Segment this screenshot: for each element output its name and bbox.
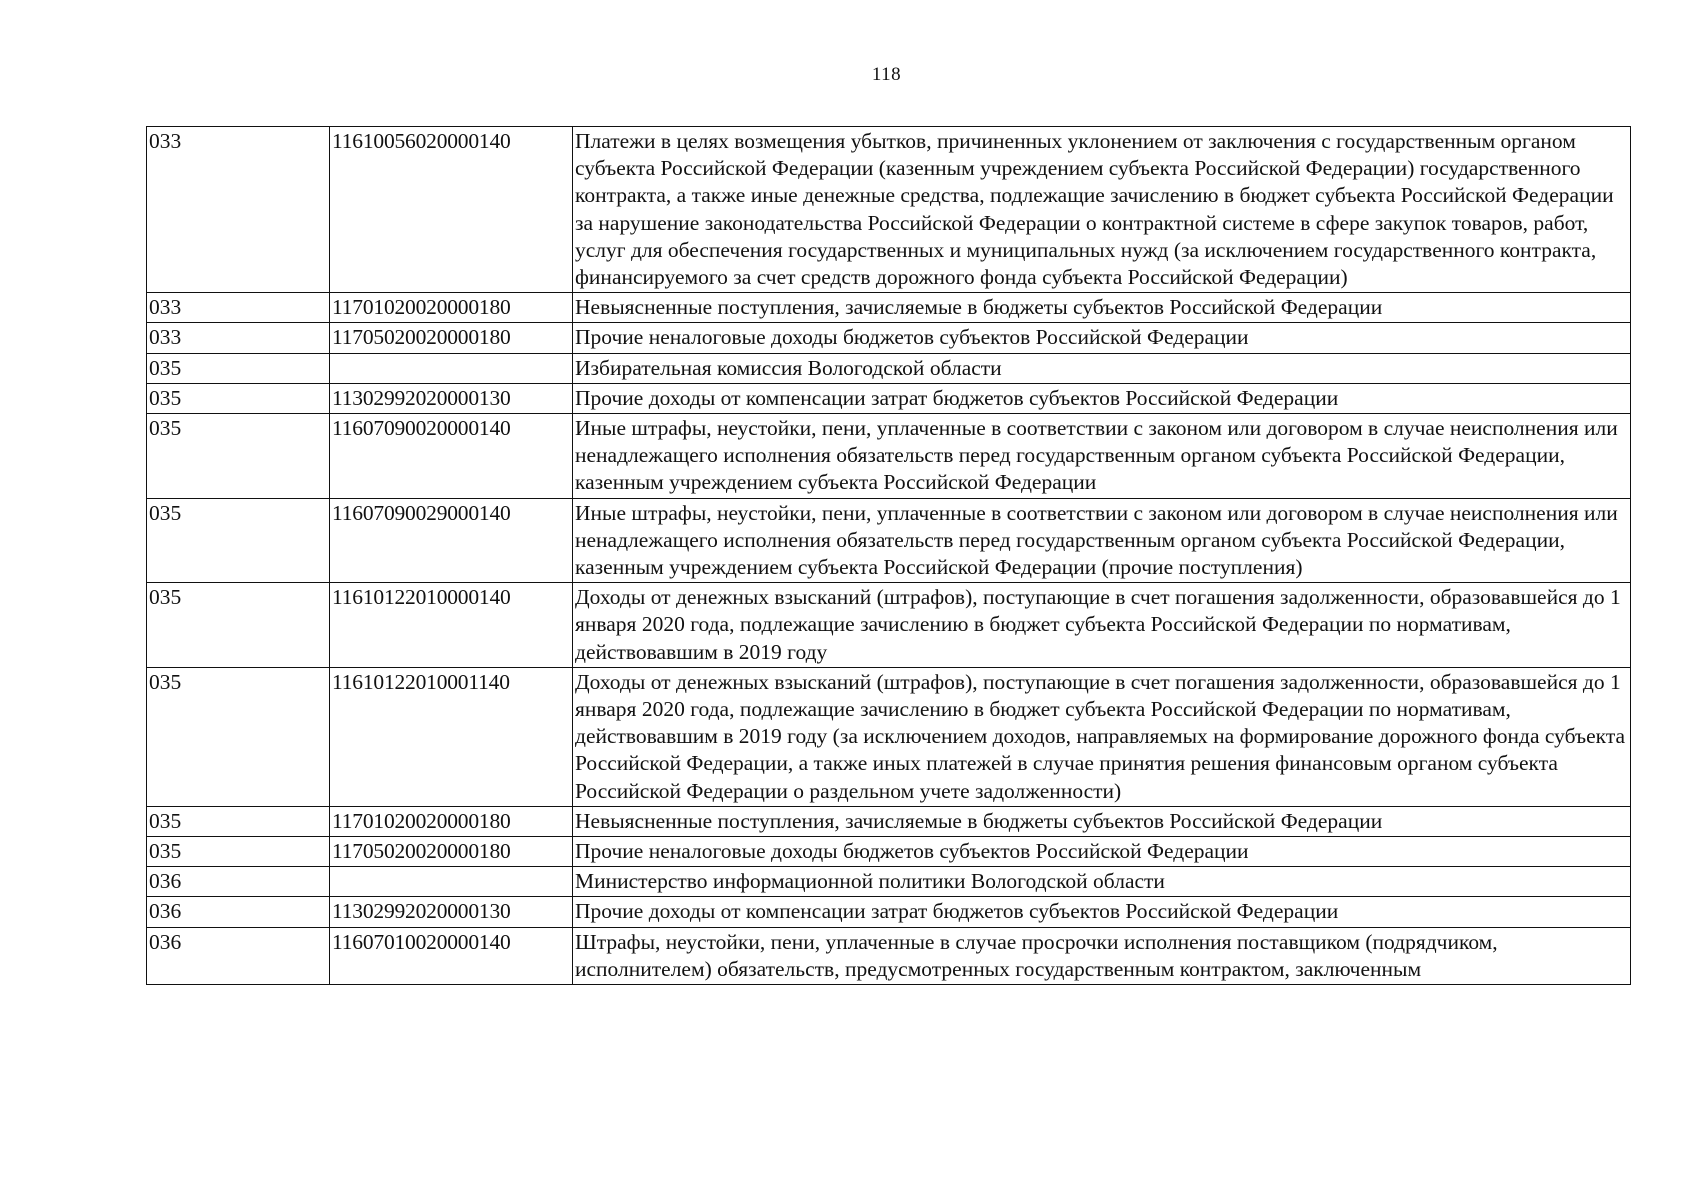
income-description-cell: Невыясненные поступления, зачисляемые в бюджеты субъектов Российской Федерации [573, 293, 1631, 323]
table-row [147, 897, 1631, 927]
administrator-code-cell: 036 [147, 927, 330, 984]
administrator-code-cell: 035 [147, 837, 330, 867]
income-description-cell: Иные штрафы, неустойки, пени, уплаченные в соответствии с законом или договором в случае неисполнения или ненадлежащего исполнения обязательств перед государственным органом субъекта Российской Федерации, казенным учреждением субъекта Российской Федерации (прочие поступления) [573, 498, 1631, 583]
administrator-code-cell: 035 [147, 667, 330, 806]
table-row [147, 127, 1631, 293]
income-description-cell: Прочие неналоговые доходы бюджетов субъектов Российской Федерации [573, 837, 1631, 867]
income-description-cell: Невыясненные поступления, зачисляемые в бюджеты субъектов Российской Федерации [573, 806, 1631, 836]
table-row [147, 293, 1631, 323]
income-description-cell: Иные штрафы, неустойки, пени, уплаченные в соответствии с законом или договором в случае неисполнения или ненадлежащего исполнения обязательств перед государственным органом субъекта Российской Федерации, казенным учреждением субъекта Российской Федерации [573, 414, 1631, 499]
page-number: 118 [871, 64, 902, 85]
administrator-code-cell: 035 [147, 498, 330, 583]
income-code-cell: 11302992020000130 [330, 383, 573, 413]
income-code-cell: 11610122010000140 [330, 583, 573, 668]
income-code-cell: 11607010020000140 [330, 927, 573, 984]
table-row [147, 806, 1631, 836]
budget-classification-table [146, 126, 1631, 985]
table-row [147, 867, 1631, 897]
table-row [147, 414, 1631, 499]
administrator-code-cell: 035 [147, 583, 330, 668]
income-description-cell: Штрафы, неустойки, пени, уплаченные в случае просрочки исполнения поставщиком (подрядчиком, исполнителем) обязательств, предусмотренных государственным контрактом, заключенным [573, 927, 1631, 984]
table-row [147, 383, 1631, 413]
table-row [147, 667, 1631, 806]
table-row [147, 323, 1631, 353]
income-code-cell [330, 867, 573, 897]
table-row [147, 927, 1631, 984]
administrator-code-cell: 036 [147, 897, 330, 927]
income-description-cell: Платежи в целях возмещения убытков, причиненных уклонением от заключения с государственным органом субъекта Российской Федерации (казенным учреждением субъекта Российской Федерации) государственного контракта, а также иные денежные средства, подлежащие зачислению в бюджет субъекта Российской Федерации за нарушение законодательства Российской Федерации о контрактной системе в сфере закупок товаров, работ, услуг для обеспечения государственных и муниципальных нужд (за исключением государственного контракта, финансируемого за счет средств дорожного фонда субъекта Российской Федерации) [573, 127, 1631, 293]
administrator-code-cell: 033 [147, 323, 330, 353]
income-description-cell: Прочие доходы от компенсации затрат бюджетов субъектов Российской Федерации [573, 383, 1631, 413]
administrator-code-cell: 035 [147, 383, 330, 413]
administrator-code-cell: 035 [147, 806, 330, 836]
administrator-code-cell: 035 [147, 414, 330, 499]
table-row [147, 583, 1631, 668]
income-code-cell: 11302992020000130 [330, 897, 573, 927]
table-row [147, 837, 1631, 867]
income-code-cell: 11607090029000140 [330, 498, 573, 583]
income-description-cell: Доходы от денежных взысканий (штрафов), поступающие в счет погашения задолженности, образовавшейся до 1 января 2020 года, подлежащие зачислению в бюджет субъекта Российской Федерации по нормативам, действовавшим в 2019 году [573, 583, 1631, 668]
income-code-cell: 11701020020000180 [330, 293, 573, 323]
income-description-cell: Прочие неналоговые доходы бюджетов субъектов Российской Федерации [573, 323, 1631, 353]
income-code-cell: 11607090020000140 [330, 414, 573, 499]
income-description-cell: Избирательная комиссия Вологодской области [573, 353, 1631, 383]
table-row [147, 353, 1631, 383]
income-description-cell: Доходы от денежных взысканий (штрафов), поступающие в счет погашения задолженности, образовавшейся до 1 января 2020 года, подлежащие зачислению в бюджет субъекта Российской Федерации по нормативам, действовавшим в 2019 году (за исключением доходов, направляемых на формирование дорожного фонда субъекта Российской Федерации, а также иных платежей в случае принятия решения финансовым органом субъекта Российской Федерации о раздельном учете задолженности) [573, 667, 1631, 806]
income-code-cell: 11610056020000140 [330, 127, 573, 293]
income-code-cell: 11705020020000180 [330, 837, 573, 867]
administrator-code-cell: 035 [147, 353, 330, 383]
table-row [147, 498, 1631, 583]
income-code-cell: 11610122010001140 [330, 667, 573, 806]
income-code-cell: 11705020020000180 [330, 323, 573, 353]
administrator-code-cell: 033 [147, 127, 330, 293]
income-code-cell: 11701020020000180 [330, 806, 573, 836]
administrator-code-cell: 036 [147, 867, 330, 897]
income-description-cell: Министерство информационной политики Вологодской области [573, 867, 1631, 897]
administrator-code-cell: 033 [147, 293, 330, 323]
income-code-cell [330, 353, 573, 383]
income-description-cell: Прочие доходы от компенсации затрат бюджетов субъектов Российской Федерации [573, 897, 1631, 927]
